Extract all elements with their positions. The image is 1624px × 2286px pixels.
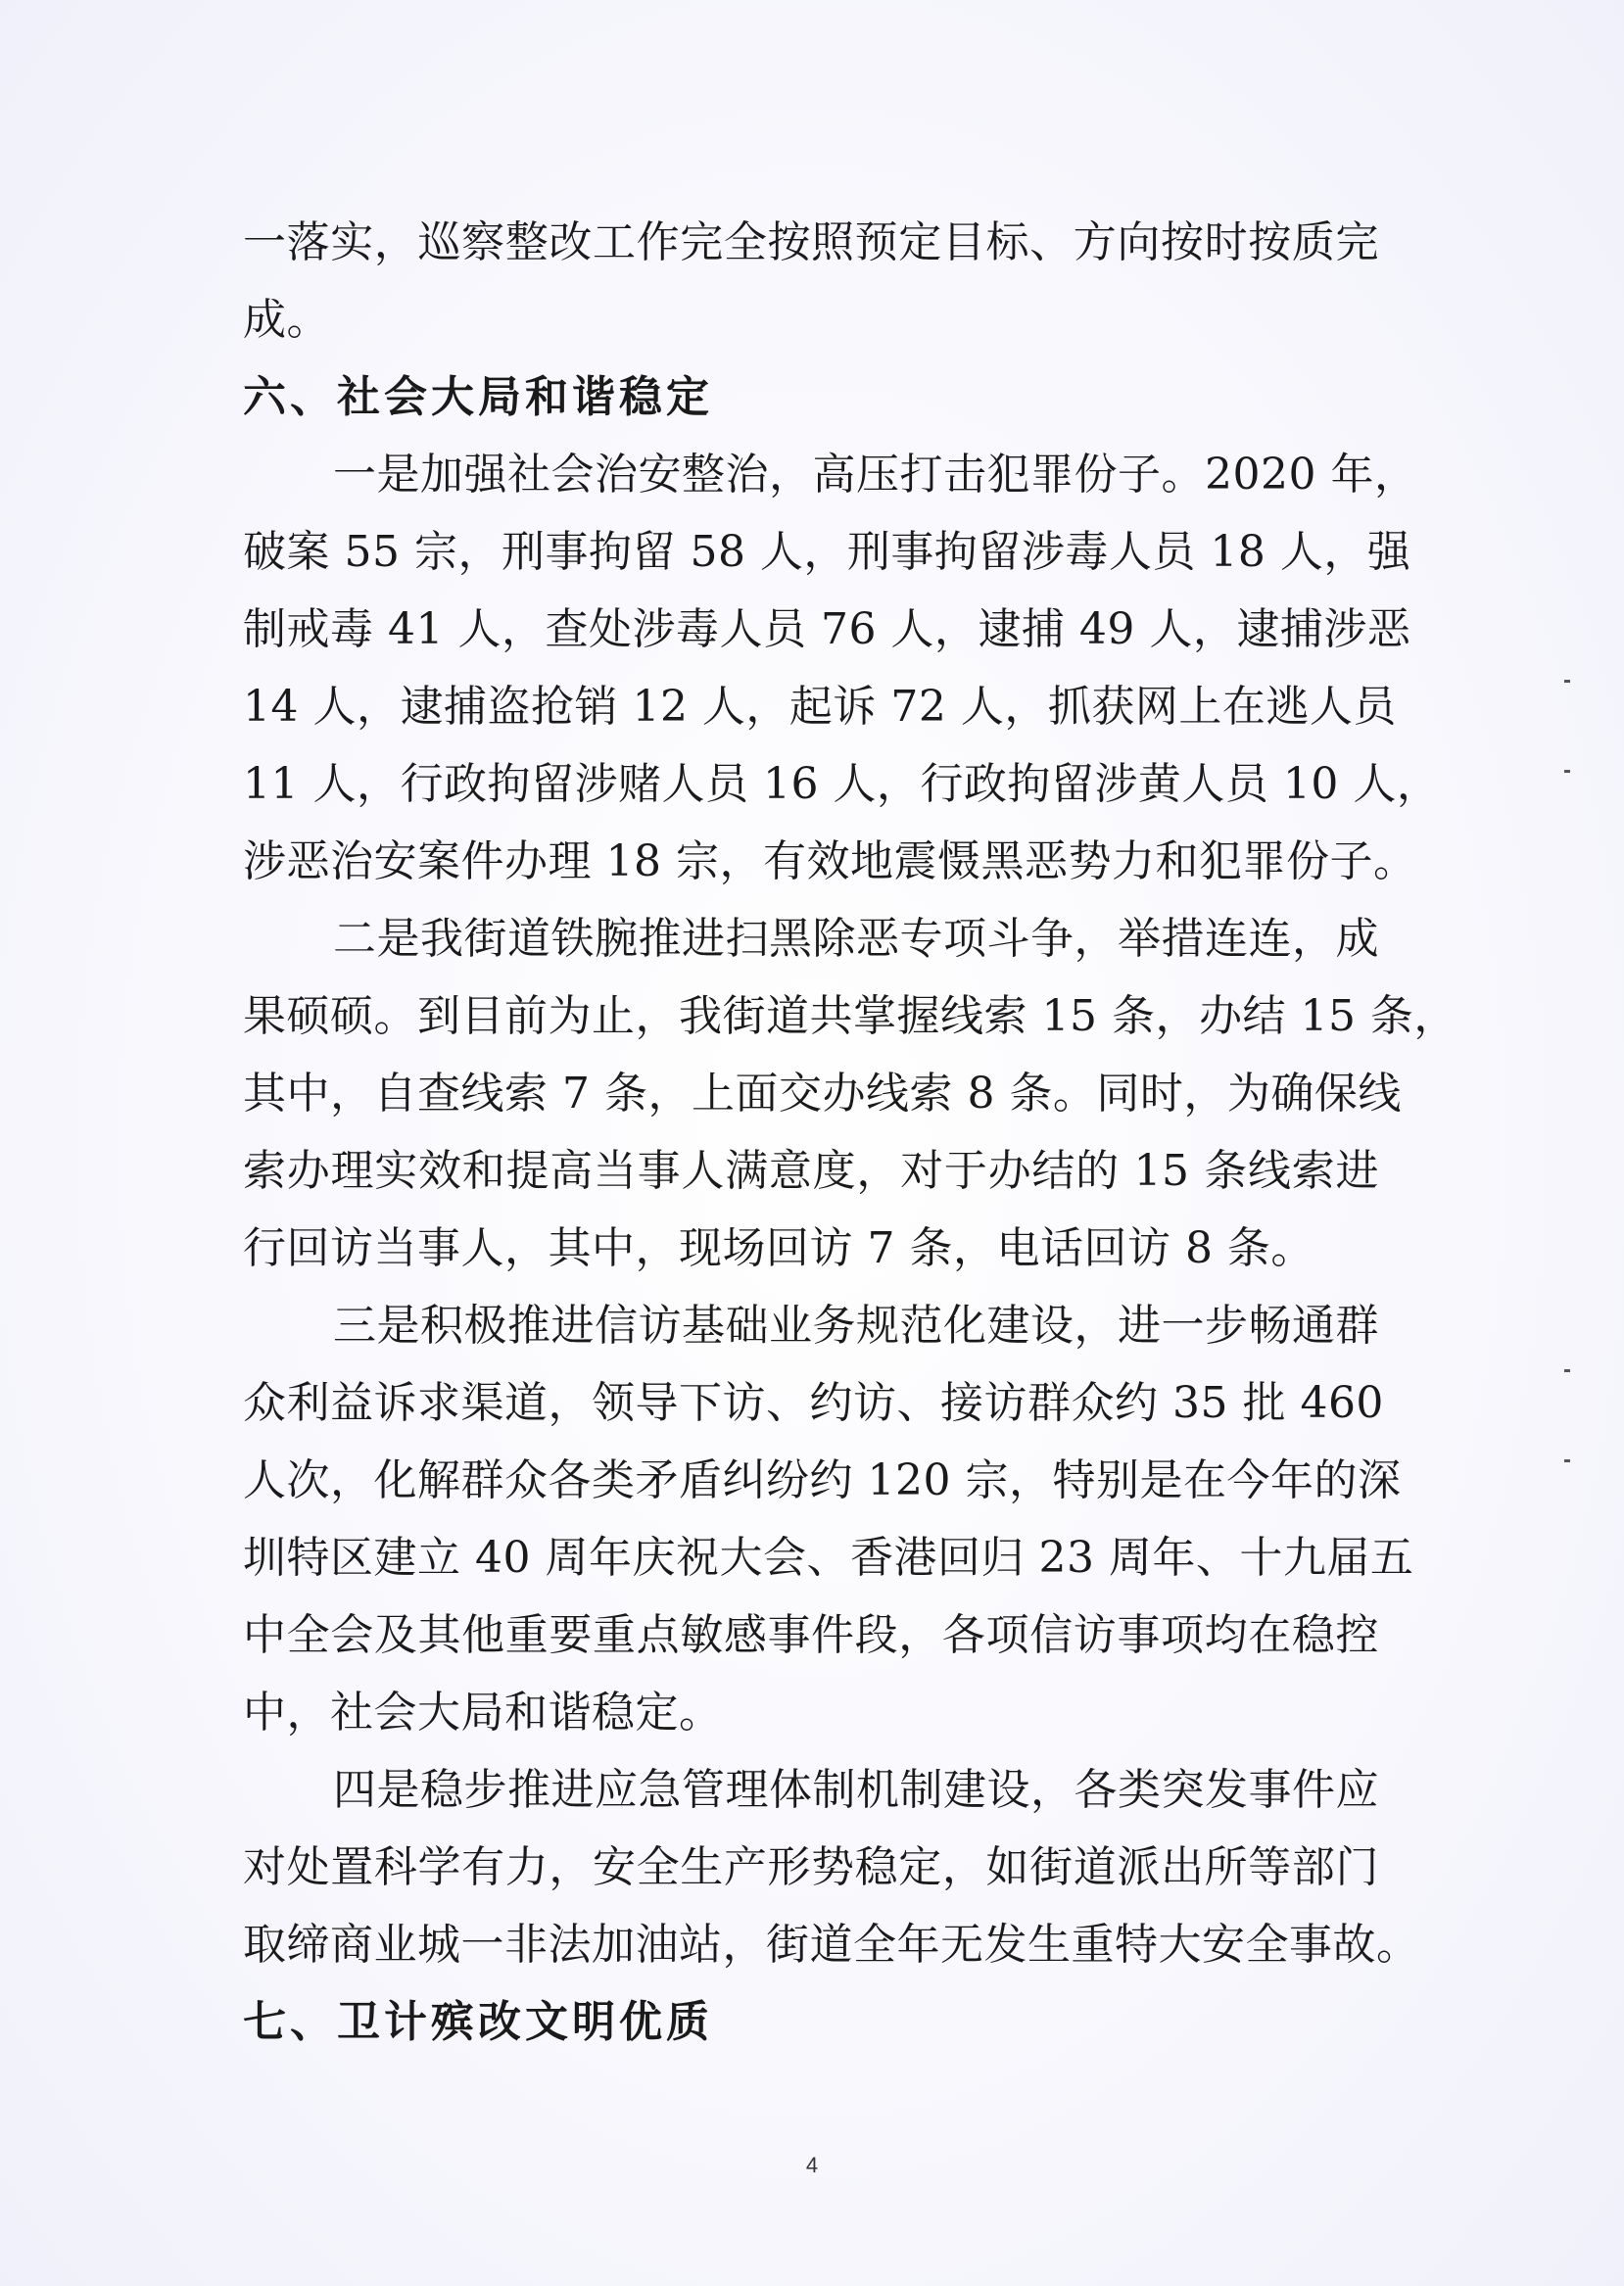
body-line: 破案 55 宗，刑事拘留 58 人，刑事拘留涉毒人员 18 人，强: [243, 527, 1411, 577]
section-heading-7: 七、卫计殡改文明优质: [243, 1997, 713, 2047]
paragraph-start: 二是我街道铁腕推进扫黑除恶专项斗争，举措连连，成: [333, 914, 1379, 964]
paragraph-start: 四是稳步推进应急管理体制机制建设，各类突发事件应: [333, 1765, 1379, 1815]
body-line: 对处置科学有力，安全生产形势稳定，如街道派出所等部门: [243, 1842, 1379, 1892]
body-line: 涉恶治安案件办理 18 宗，有效地震慑黑恶势力和犯罪份子。: [243, 836, 1417, 886]
scan-mark: [1564, 1459, 1570, 1462]
body-line: 制戒毒 41 人，查处涉毒人员 76 人，逮捕 49 人，逮捕涉恶: [243, 604, 1411, 654]
body-line: 14 人，逮捕盗抢销 12 人，起诉 72 人，抓获网上在逃人员: [243, 682, 1397, 732]
body-line: 人次，化解群众各类矛盾纠纷约 120 宗，特别是在今年的深: [243, 1455, 1402, 1505]
body-line: 成。: [243, 295, 330, 345]
body-line: 中全会及其他重要重点敏感事件段，各项信访事项均在稳控: [243, 1610, 1379, 1660]
body-line: 其中，自查线索 7 条，上面交办线索 8 条。同时，为确保线: [243, 1069, 1402, 1119]
body-line: 11 人，行政拘留涉赌人员 16 人，行政拘留涉黄人员 10 人，: [243, 759, 1441, 809]
body-line: 一落实，巡察整改工作完全按照预定目标、方向按时按质完: [243, 217, 1379, 267]
scan-mark: [1564, 770, 1570, 773]
section-heading-6: 六、社会大局和谐稳定: [243, 372, 713, 422]
body-line: 果硕硕。到目前为止，我街道共掌握线索 15 条，办结 15 条，: [243, 991, 1457, 1041]
document-body: [243, 204, 1457, 2061]
body-line: 索办理实效和提高当事人满意度，对于办结的 15 条线索进: [243, 1146, 1379, 1196]
paragraph-start: 三是积极推进信访基础业务规范化建设，进一步畅通群: [333, 1301, 1379, 1351]
scan-mark: [1564, 1369, 1570, 1372]
body-line: 取缔商业城一非法加油站，街道全年无发生重特大安全事故。: [243, 1920, 1420, 1970]
body-line: 中，社会大局和谐稳定。: [243, 1688, 723, 1738]
paragraph-start: 一是加强社会治安整治，高压打击犯罪份子。2020 年，: [333, 450, 1418, 500]
scan-mark: [1564, 680, 1570, 683]
body-line: 圳特区建立 40 周年庆祝大会、香港回归 23 周年、十九届五: [243, 1533, 1414, 1583]
body-line: 众利益诉求渠道，领导下访、约访、接访群众约 35 批 460: [243, 1378, 1384, 1428]
page-number: 4: [805, 2153, 819, 2177]
body-line: 行回访当事人，其中，现场回访 7 条，电话回访 8 条。: [243, 1223, 1314, 1273]
